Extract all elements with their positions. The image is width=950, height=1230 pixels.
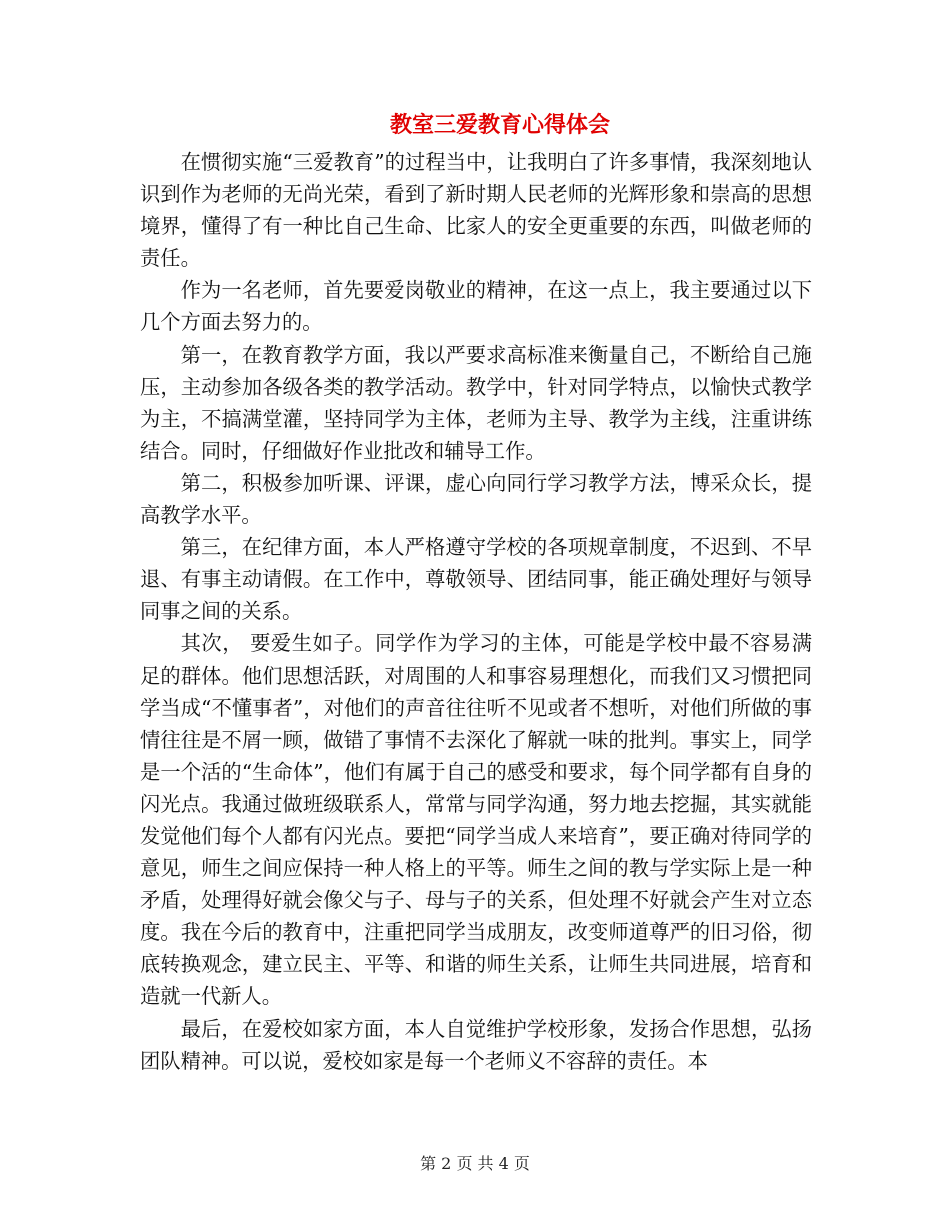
paragraph: 第三，在纪律方面，本人严格遵守学校的各项规章制度，不迟到、不早退、有事主动请假。在工作中，尊敬领导、团结同事，能正确处理好与领导同事之间的关系。 (140, 535, 812, 624)
page-number-footer: 第 2 页 共 4 页 (420, 1154, 530, 1173)
paragraph: 第一，在教育教学方面，我以严要求高标准来衡量自己，不断给自己施压，主动参加各级各类的教学活动。教学中，针对同学特点，以愉快式教学为主，不搞满堂灌，坚持同学为主体，老师为主导、教学为主线，注重讲练结合。同时，仔细做好作业批改和辅导工作。 (140, 342, 812, 463)
paragraph: 在惯彻实施“三爱教育”的过程当中，让我明白了许多事情，我深刻地认识到作为老师的无尚光荣，看到了新时期人民老师的光辉形象和崇高的思想境界，懂得了有一种比自己生命、比家人的安全更重要的东西，叫做老师的责任。 (140, 150, 812, 271)
document-title: 教室三爱教育心得体会 (389, 112, 610, 138)
paragraph: 其次， 要爱生如子。同学作为学习的主体，可能是学校中最不容易满足的群体。他们思想活跃，对周围的人和事容易理想化，而我们又习惯把同学当成“不懂事者”，对他们的声音往往听不见或者不想听，对他们所做的事情往往是不屑一顾，做错了事情不去深化了解就一味的批判。事实上，同学是一个活的“生命体”，他们有属于自己的感受和要求，每个同学都有自身的闪光点。我通过做班级联系人，常常与同学沟通，努力地去挖掘，其实就能发觉他们每个人都有闪光点。要把“同学当成人来培育”，要正确对待同学的意见，师生之间应保持一种人格上的平等。师生之间的教与学实际上是一种矛盾，处理得好就会像父与子、母与子的关系，但处理不好就会产生对立态度。我在今后的教育中，注重把同学当成朋友，改变师道尊严的旧习俗，彻底转换观念，建立民主、平等、和谐的师生关系，让师生共同进展，培育和造就一代新人。 (140, 631, 812, 1009)
document-body (140, 146, 812, 1077)
paragraph: 作为一名老师，首先要爱岗敬业的精神，在这一点上，我主要通过以下几个方面去努力的。 (140, 278, 812, 335)
paragraph: 最后，在爱校如家方面，本人自觉维护学校形象，发扬合作思想，弘扬团队精神。可以说，爱校如家是每一个老师义不容辞的责任。本 (140, 1016, 812, 1073)
paragraph: 第二，积极参加听课、评课，虚心向同行学习教学方法，博采众长，提高教学水平。 (140, 470, 812, 528)
